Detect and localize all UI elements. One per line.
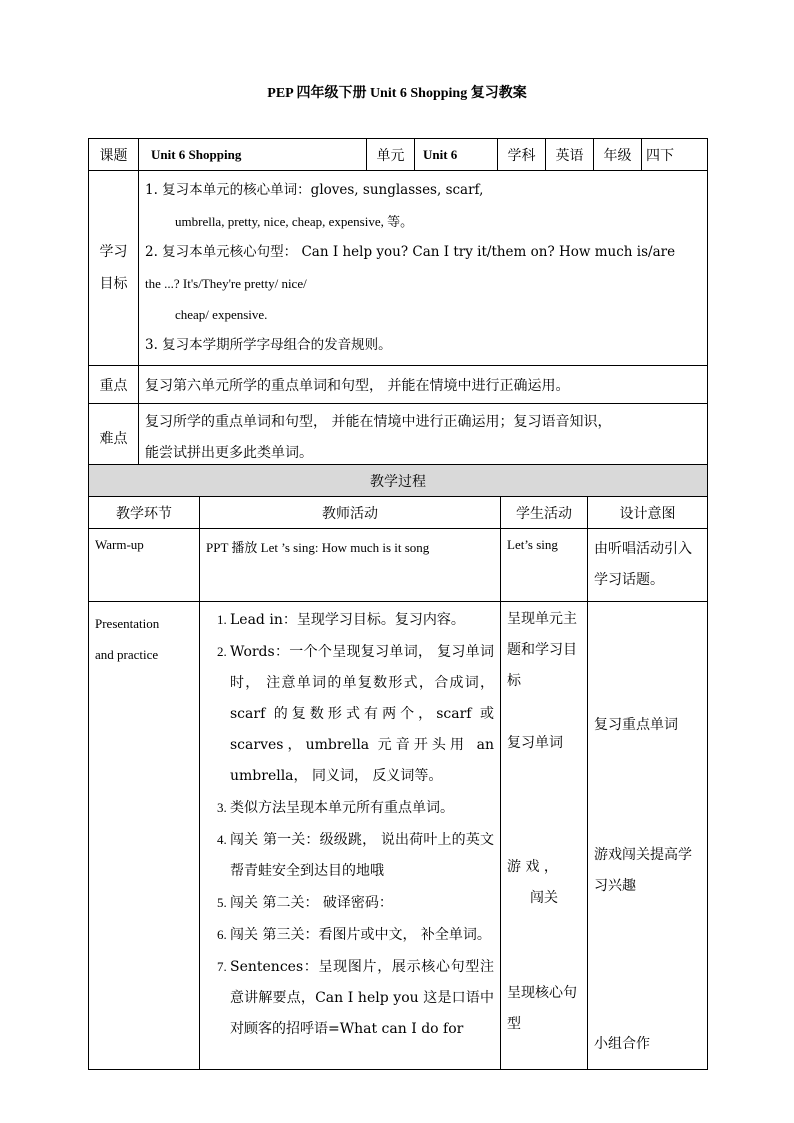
presentation-stage [89, 602, 200, 1070]
student-activity [507, 852, 581, 914]
difficulties-label: 难点 [89, 404, 139, 472]
warmup-row [89, 529, 708, 602]
warmup-teacher: PPT 播放 Let ’s sing: How much is it song [200, 529, 501, 602]
grade-label: 年级 [594, 139, 642, 171]
objectives-row [89, 171, 708, 366]
list-item: 5. 闯关 第二关： 破译密码： [230, 887, 494, 919]
presentation-student [501, 602, 588, 1070]
process-table [88, 464, 708, 1070]
list-item: 4. 闯关 第一关：级级跳， 说出荷叶上的英文帮青蛙安全到达目的地哦 [230, 824, 494, 887]
column-header: 教师活动 [200, 497, 501, 529]
key-points-label: 重点 [89, 366, 139, 404]
objectives-content [139, 171, 708, 366]
objective-line: the ...? It's/They're pretty/ nice/ [145, 276, 307, 291]
process-heading-row [89, 465, 708, 497]
objective-line: umbrella, pretty, nice, cheap, expensive, 等。 [175, 214, 414, 229]
column-header: 学生活动 [501, 497, 588, 529]
student-activity: 呈现单元主题和学习目标 [507, 611, 577, 689]
column-header: 设计意图 [588, 497, 708, 529]
student-activity: 复习单词 [507, 735, 563, 751]
subject-label: 学科 [498, 139, 546, 171]
list-item: 1. Lead in：呈现学习目标。复习内容。 [230, 604, 494, 636]
header-row [89, 139, 708, 171]
warmup-purpose: 由听唱活动引入学习话题。 [588, 529, 708, 602]
unit-value: Unit 6 [415, 139, 498, 171]
presentation-teacher [200, 602, 501, 1070]
difficulties-row [89, 404, 708, 472]
presentation-purpose [588, 602, 708, 1070]
objective-line: cheap/ expensive. [175, 307, 268, 322]
student-activity: 呈现核心句型 [507, 985, 577, 1032]
list-item: 6. 闯关 第三关：看图片或中文， 补全单词。 [230, 919, 494, 951]
objective-line: 2. 复习本单元核心句型： Can I help you? Can I try it/them on? How much is/are [145, 244, 676, 260]
objective-line: 1. 复习本单元的核心单词：gloves, sunglasses, scarf, [145, 182, 484, 198]
list-item: 7. Sentences：呈现图片，展示核心句型注意讲解要点，Can I help you 这是口语中对顾客的招呼语=What can I do for [230, 951, 494, 1045]
objectives-label: 学习目标 [89, 171, 139, 366]
topic-value: Unit 6 Shopping [139, 139, 367, 171]
unit-label: 单元 [367, 139, 415, 171]
stage-line: and practice [95, 647, 159, 662]
student-activity-line: 闯关 [530, 890, 558, 906]
list-item: 2. Words：一个个呈现复习单词， 复习单词时， 注意单词的单复数形式，合成词， scarf 的复数形式有两个，scarf 或 scarves，umbrella 元音开头用 an umbrella， 同义词， 反义词等。 [230, 636, 494, 792]
key-points-text: 复习第六单元所学的重点单词和句型， 并能在情境中进行正确运用。 [139, 366, 708, 404]
topic-label: 课题 [89, 139, 139, 171]
student-activity-line: 游 戏 ， [507, 859, 558, 875]
difficulties-line: 复习所学的重点单词和句型， 并能在情境中进行正确运用；复习语音知识， [145, 413, 612, 430]
key-points-row [89, 366, 708, 404]
difficulties-line: 能尝试拼出更多此类单词。 [145, 444, 313, 461]
design-purpose: 游戏闯关提高学习兴趣 [594, 847, 692, 894]
warmup-stage: Warm-up [89, 529, 200, 602]
difficulties-text [139, 404, 708, 472]
document-title: PEP 四年级下册 Unit 6 Shopping 复习教案 [267, 86, 527, 101]
lesson-info-table [88, 138, 708, 472]
subject-value: 英语 [546, 139, 594, 171]
stage-line: Presentation [95, 616, 160, 631]
warmup-student: Let’s sing [501, 529, 588, 602]
presentation-row [89, 602, 708, 1070]
grade-value: 四下 [642, 139, 708, 171]
column-header: 教学环节 [89, 497, 200, 529]
design-purpose: 小组合作 [594, 1036, 650, 1052]
teacher-activity-list [200, 602, 500, 1045]
design-purpose: 复习重点单词 [594, 717, 678, 733]
objective-line: 3. 复习本学期所学字母组合的发音规则。 [145, 337, 392, 353]
process-heading: 教学过程 [89, 465, 708, 497]
list-item: 3. 类似方法呈现本单元所有重点单词。 [230, 792, 494, 824]
process-columns-row [89, 497, 708, 529]
